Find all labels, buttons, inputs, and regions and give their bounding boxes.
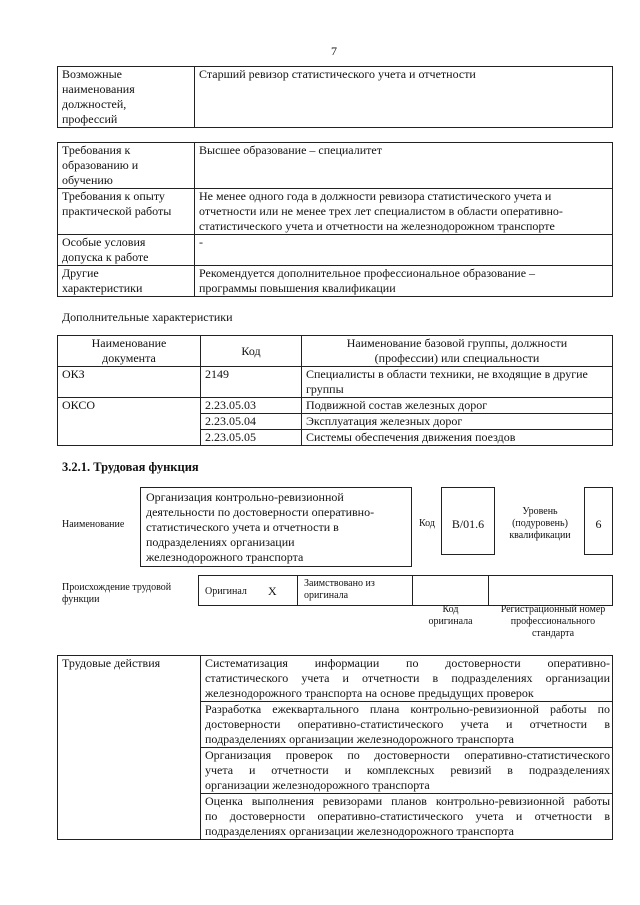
actions-label: Трудовые действия [58,656,201,840]
table-row [58,143,613,189]
function-name-label: Наименование [62,519,125,530]
original-mark: X [268,584,277,598]
okso-code: 2.23.05.03 [201,398,302,414]
table-row [58,235,613,266]
function-code-box: B/01.6 [441,487,495,555]
qualification-level-label: Уровень (подуровень) квалификации [509,506,571,541]
positions-table [57,66,613,128]
additional-title: Дополнительные характеристики [62,310,233,324]
positions-label: Возможные наименования должностей, профессий [58,67,195,128]
table-row [58,398,613,414]
registration-caption: Регистрационный номер профессионального стандарта [500,604,606,639]
okz-name: Специалисты в области техники, не входящие в другие группы [302,367,613,398]
page-number: 7 [331,44,337,58]
positions-value: Старший ревизор статистического учета и отчетности [195,67,613,128]
table-row [58,189,613,235]
function-name-box: Организация контрольно-ревизионной деятельности по достоверности оперативно- статистического учета и отчетности в подразделениях организации железнодорожного транспорта [140,487,412,567]
okso-code: 2.23.05.05 [201,430,302,446]
other-label: Другие характеристики [58,266,195,297]
function-heading: 3.2.1. Трудовая функция [62,460,199,474]
qualification-level-box: 6 [584,487,613,555]
okz-doc: ОКЗ [58,367,201,398]
origin-label: Происхождение трудовой функции [62,582,172,605]
origin-divider [412,575,413,606]
origin-divider [488,575,489,606]
education-value: Высшее образование – специалитет [195,143,613,189]
admission-value: - [195,235,613,266]
action-item: Организация проверок по достоверности оперативно-статистического учета и отчетности и комплексных ревизий в подразделениях организации железнодорожного транспорта [201,748,613,794]
borrowed-label: Заимствовано из оригинала [304,578,375,601]
origin-box [198,575,613,606]
table-row [58,367,613,398]
requirements-table [57,142,613,297]
header-code: Код [201,336,302,367]
experience-value: Не менее одного года в должности ревизора статистического учета и отчетности или не менее трех лет специалистом в области оперативно- статистического учета и отчетности на железнодорожном транспорте [195,189,613,235]
original-code-caption: Код оригинала [428,604,473,627]
experience-label: Требования к опыту практической работы [58,189,195,235]
header-group-name: Наименование базовой группы, должности (профессии) или специальности [302,336,613,367]
okso-doc: ОКСО [58,398,201,446]
characteristics-table [57,335,613,446]
header-document: Наименование документа [58,336,201,367]
okso-code: 2.23.05.04 [201,414,302,430]
original-label: Оригинал [205,586,247,597]
okso-name: Эксплуатация железных дорог [302,414,613,430]
action-item: Систематизация информации по достоверности оперативно- статистического учета и отчетности в подразделениях организации железнодорожного транспорта на основе предыдущих проверок [201,656,613,702]
okz-code: 2149 [201,367,302,398]
admission-label: Особые условия допуска к работе [58,235,195,266]
table-row [58,656,613,702]
origin-divider [297,575,298,606]
action-item: Оценка выполнения ревизорами планов контрольно-ревизионной работы по достоверности оперативно-статистического учета и отчетности в подразделениях организации железнодорожного транспорта [201,794,613,840]
education-label: Требования к образованию и обучению [58,143,195,189]
other-value: Рекомендуется дополнительное профессиональное образование – программы повышения квалификации [195,266,613,297]
table-row [58,266,613,297]
function-code-label: Код [419,518,435,529]
okso-name: Системы обеспечения движения поездов [302,430,613,446]
okso-name: Подвижной состав железных дорог [302,398,613,414]
action-item: Разработка ежеквартального плана контрольно-ревизионной работы по достоверности оперативно-статистического учета и отчетности в подразделениях организации железнодорожного транспорта [201,702,613,748]
table-header-row [58,336,613,367]
actions-table [57,655,613,840]
